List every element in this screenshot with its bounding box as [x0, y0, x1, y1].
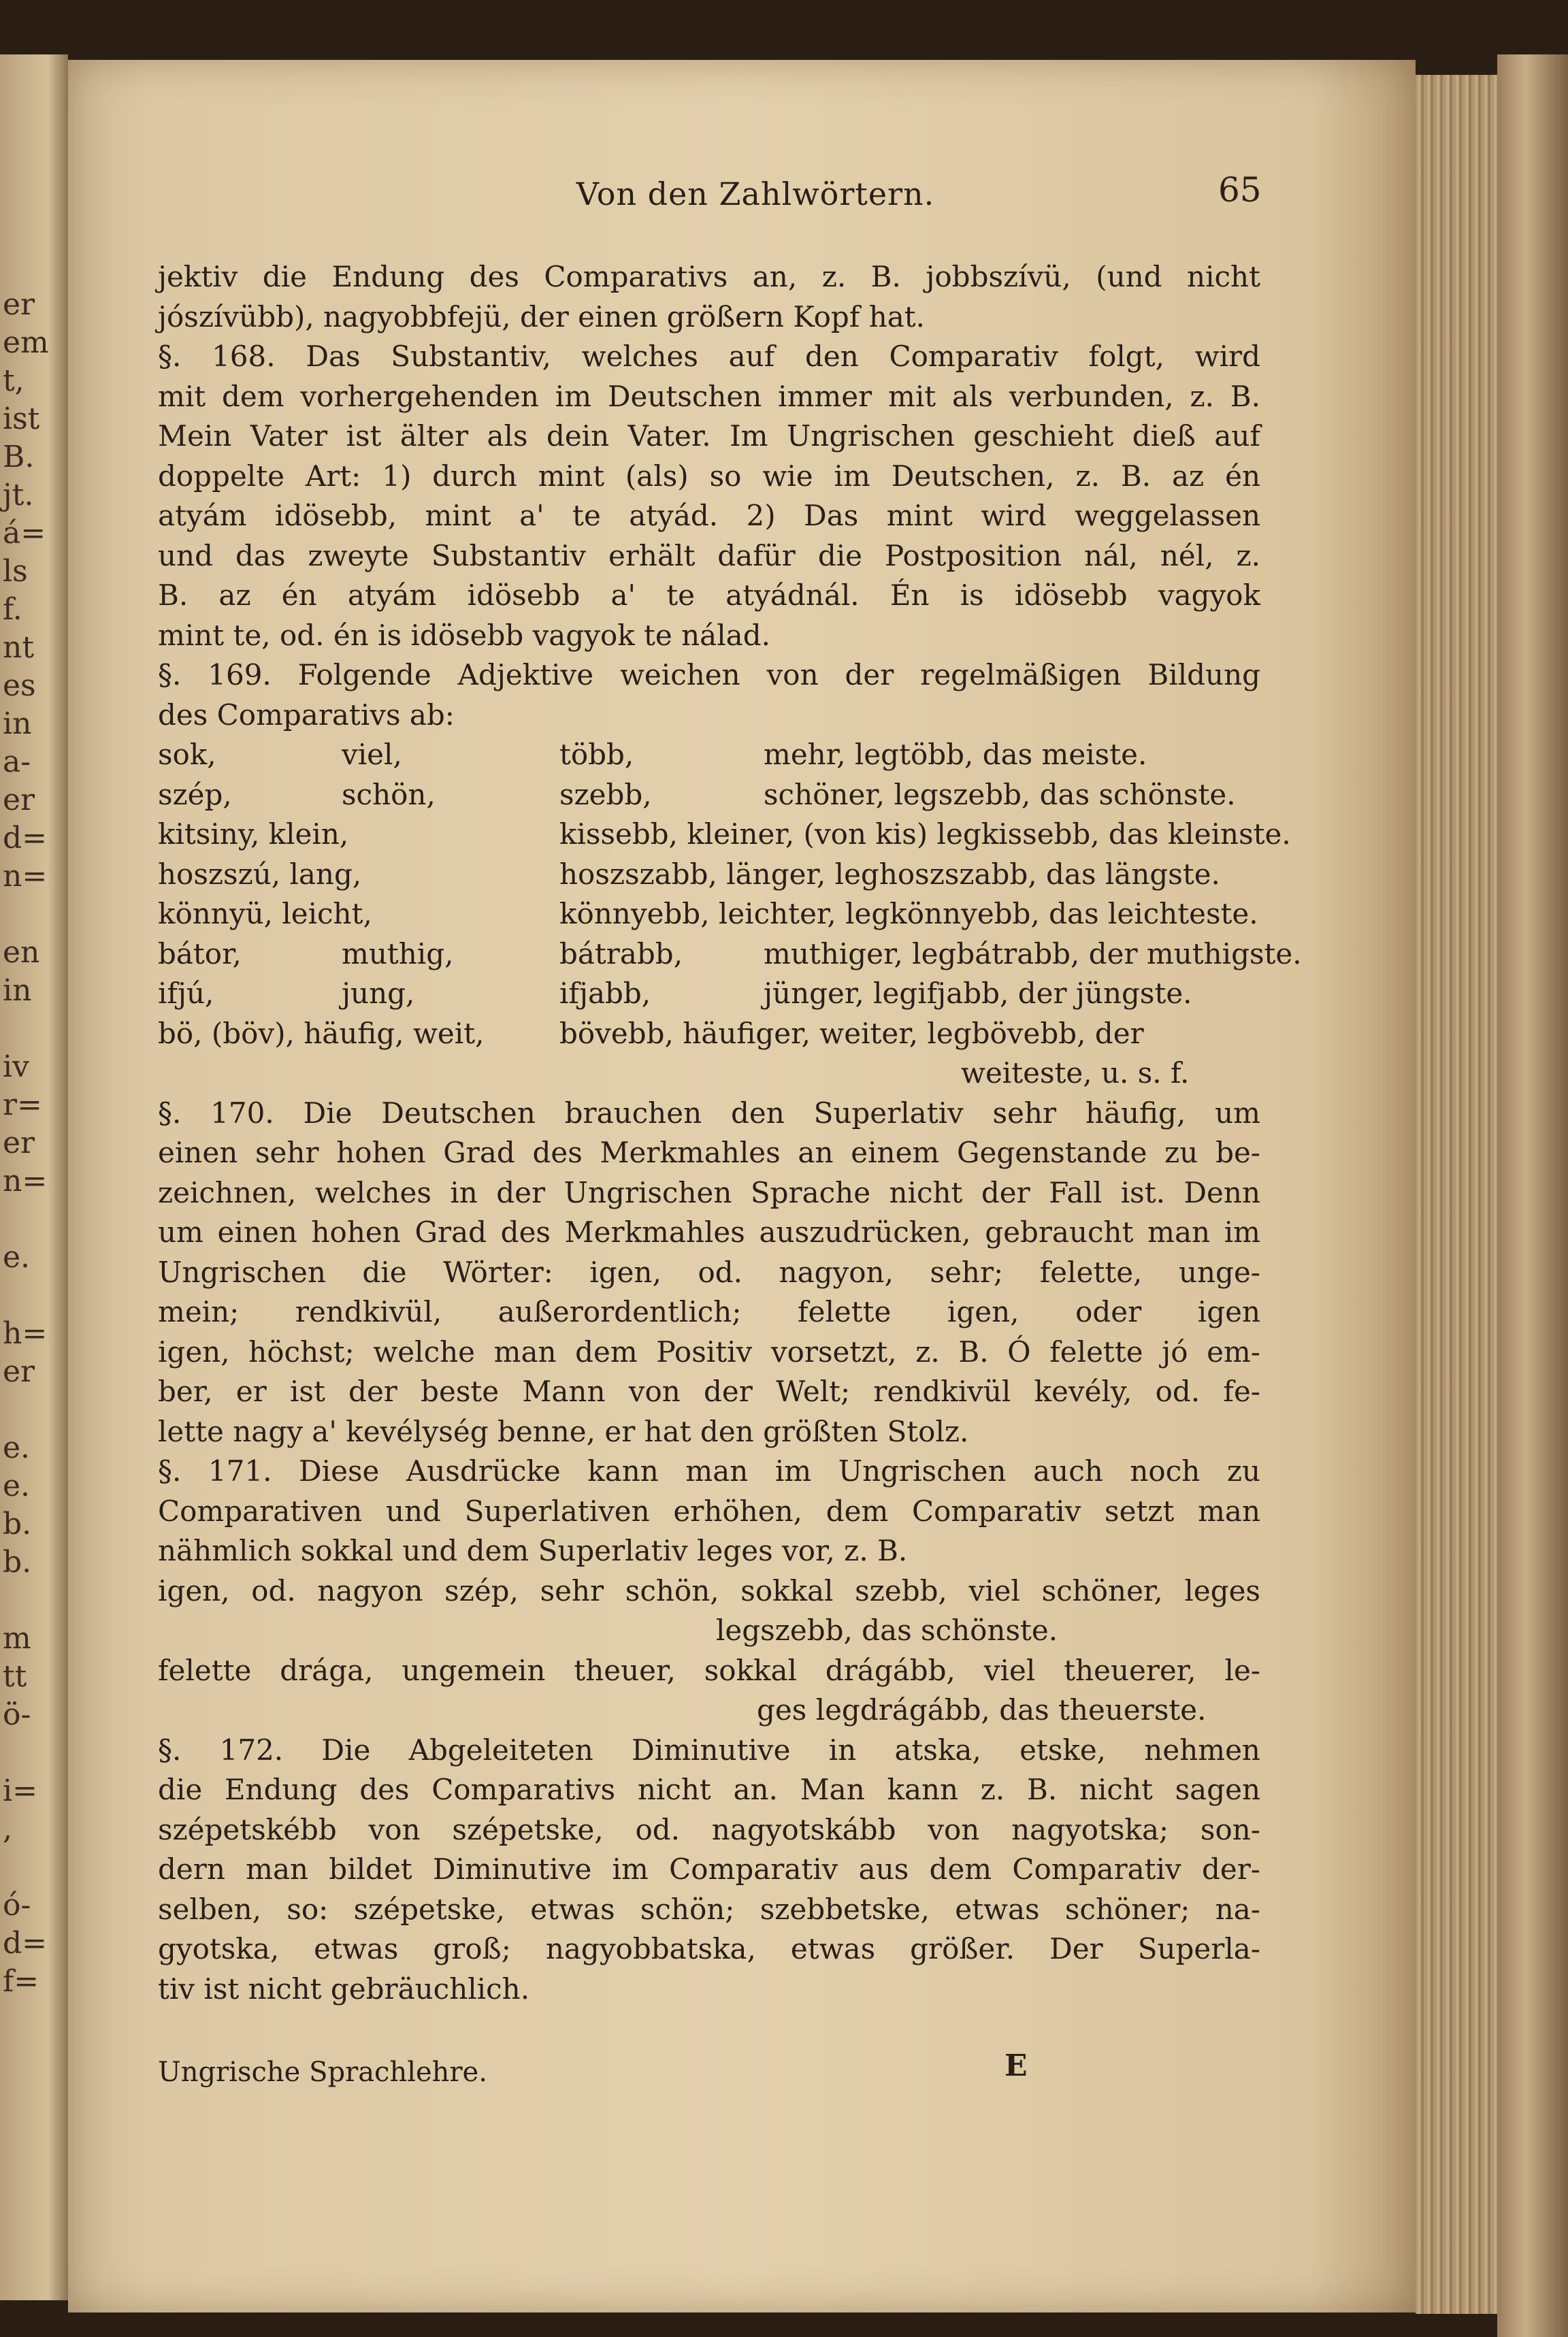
text-line: igen, höchst; welche man dem Positiv vorsetzt, z. B. Ó felette jó em-	[158, 1335, 1260, 1369]
text-line: jószívübb), nagyobbfejü, der einen größern Kopf hat.	[158, 299, 926, 333]
comparison-row	[158, 894, 1260, 934]
text-line: um einen hohen Grad des Merkmahles auszudrücken, gebraucht man im	[158, 1215, 1260, 1249]
table-cell: hoszszabb, länger, leghoszszabb, das längste.	[559, 857, 1220, 891]
book-cover-edge	[1497, 54, 1568, 2337]
text-line: tiv ist nicht gebräuchlich.	[158, 1972, 530, 2006]
text-line: Comparativen und Superlativen erhöhen, dem Comparativ setzt man	[158, 1494, 1260, 1528]
left-page-edge	[0, 54, 68, 2300]
table-cell	[342, 855, 559, 895]
comparison-row	[158, 775, 1260, 815]
text-line: Mein Vater ist älter als dein Vater. Im Ungrischen geschieht dieß auf	[158, 419, 1260, 453]
text-line: lette nagy a' kevélység benne, er hat den größten Stolz.	[158, 1414, 969, 1448]
table-cell: schöner, legszebb, das schönste.	[764, 777, 1236, 811]
text-line: §. 172. Die Abgeleiteten Diminutive in atska, etske, nehmen	[158, 1733, 1260, 1767]
text-line: §. 170. Die Deutschen brauchen den Superlativ sehr häufig, um	[158, 1096, 1260, 1130]
table-cell: hoszszú, lang,	[158, 857, 362, 891]
body-text	[158, 257, 1302, 2009]
table-cell: viel,	[342, 738, 402, 771]
example-continuation: ges legdrágább, das theuerste.	[757, 1693, 1207, 1727]
text-line: dern man bildet Diminutive im Comparativ aus dem Comparativ der-	[158, 1852, 1260, 1886]
table-continuation: weiteste, u. s. f.	[961, 1056, 1190, 1090]
table-cell: jung,	[342, 977, 415, 1010]
example-line: felette drága, ungemein theuer, sokkal drágább, viel theuerer, le-	[158, 1653, 1260, 1687]
text-line: und das zweyte Substantiv erhält dafür die Postposition nál, nél, z.	[158, 538, 1260, 572]
table-cell: sok,	[158, 738, 216, 771]
signature-mark: E	[1004, 2048, 1028, 2083]
table-cell: mehr, legtöbb, das meiste.	[764, 738, 1147, 771]
table-cell: muthiger, legbátrabb, der muthigste.	[764, 936, 1302, 970]
text-line: nähmlich sokkal und dem Superlativ leges vor, z. B.	[158, 1534, 908, 1567]
comparison-row	[158, 934, 1302, 975]
text-line: §. 169. Folgende Adjektive weichen von der regelmäßigen Bildung	[158, 658, 1260, 691]
text-line: jektiv die Endung des Comparativs an, z. B. jobbszívü, (und nicht	[158, 260, 1260, 293]
table-cell: muthig,	[342, 936, 454, 970]
table-cell: több,	[559, 738, 634, 771]
table-cell: kissebb, kleiner, (von kis) legkissebb, das kleinste.	[559, 817, 1291, 851]
text-line: mein; rendkivül, außerordentlich; felette igen, oder igen	[158, 1295, 1260, 1328]
table-cell: szebb,	[559, 777, 652, 811]
text-line: doppelte Art: 1) durch mint (als) so wie im Deutschen, z. B. az én	[158, 459, 1260, 493]
text-line: die Endung des Comparativs nicht an. Man kann z. B. nicht sagen	[158, 1773, 1260, 1806]
comparison-row	[158, 815, 1291, 855]
table-cell: bátor,	[158, 936, 242, 970]
comparison-row	[158, 855, 1260, 895]
left-page-edge-text: er em t, ist B. jt. á= ls f. nt es in a- er d= n= en in iv r= er n= e. h= er e. e. b. b. m tt ö- i= , ó- d= f=	[3, 287, 49, 1999]
text-line: §. 171. Diese Ausdrücke kann man im Ungrischen auch noch zu	[158, 1454, 1260, 1488]
table-cell	[342, 815, 559, 855]
comparison-row	[158, 1014, 1260, 1054]
comparison-row	[158, 735, 1260, 775]
table-cell: kitsiny, klein,	[158, 817, 349, 851]
signature-line: Ungrische Sprachlehre.	[158, 2057, 487, 2088]
table-cell: bövebb, häufiger, weiter, legbövebb, der	[559, 1016, 1144, 1050]
text-line: selben, so: szépetske, etwas schön; szebbetske, etwas schöner; na-	[158, 1892, 1260, 1926]
text-line: mit dem vorhergehenden im Deutschen immer mit als verbunden, z. B.	[158, 379, 1260, 413]
table-cell: ifjabb,	[559, 977, 651, 1010]
text-line: einen sehr hohen Grad des Merkmahles an einem Gegenstande zu be-	[158, 1136, 1260, 1169]
text-line: B. az én atyám idösebb a' te atyádnál. Én is idösebb vagyok	[158, 578, 1260, 612]
text-line: mint te, od. én is idösebb vagyok te nálad.	[158, 618, 770, 652]
text-line: atyám idösebb, mint a' te atyád. 2) Das mint wird weggelassen	[158, 499, 1260, 532]
table-cell: szép,	[158, 777, 232, 811]
text-line: Ungrischen die Wörter: igen, od. nagyon, sehr; felette, unge-	[158, 1255, 1260, 1289]
page-number: 65	[1218, 170, 1262, 210]
table-cell: könnyebb, leichter, legkönnyebb, das leichteste.	[559, 897, 1258, 930]
text-line: ber, er ist der beste Mann von der Welt; rendkivül kevély, od. fe-	[158, 1375, 1260, 1408]
table-cell	[342, 894, 559, 934]
text-line: des Comparativs ab:	[158, 698, 455, 732]
text-line: gyotska, etwas groß; nagyobbatska, etwas größer. Der Superla-	[158, 1932, 1260, 1965]
comparison-row	[158, 974, 1260, 1014]
table-cell: bátrabb,	[559, 936, 683, 970]
running-head: Von den Zahlwörtern.	[576, 176, 935, 212]
table-cell: ifjú,	[158, 977, 214, 1010]
example-line: igen, od. nagyon szép, sehr schön, sokkal szebb, viel schöner, leges	[158, 1573, 1260, 1607]
table-cell: jünger, legifjabb, der jüngste.	[764, 977, 1192, 1010]
text-line: §. 168. Das Substantiv, welches auf den Comparativ folgt, wird	[158, 340, 1260, 373]
example-continuation: legszebb, das schönste.	[716, 1614, 1058, 1647]
table-cell	[342, 1014, 559, 1054]
table-cell: könnyü, leicht,	[158, 897, 372, 930]
text-line: szépetskébb von szépetske, od. nagyotskább von nagyotska; son-	[158, 1812, 1260, 1846]
text-line: zeichnen, welches in der Ungrischen Sprache nicht der Fall ist. Denn	[158, 1175, 1260, 1209]
table-cell: schön,	[342, 777, 436, 811]
table-cell: bö, (böv), häufig, weit,	[158, 1016, 485, 1050]
